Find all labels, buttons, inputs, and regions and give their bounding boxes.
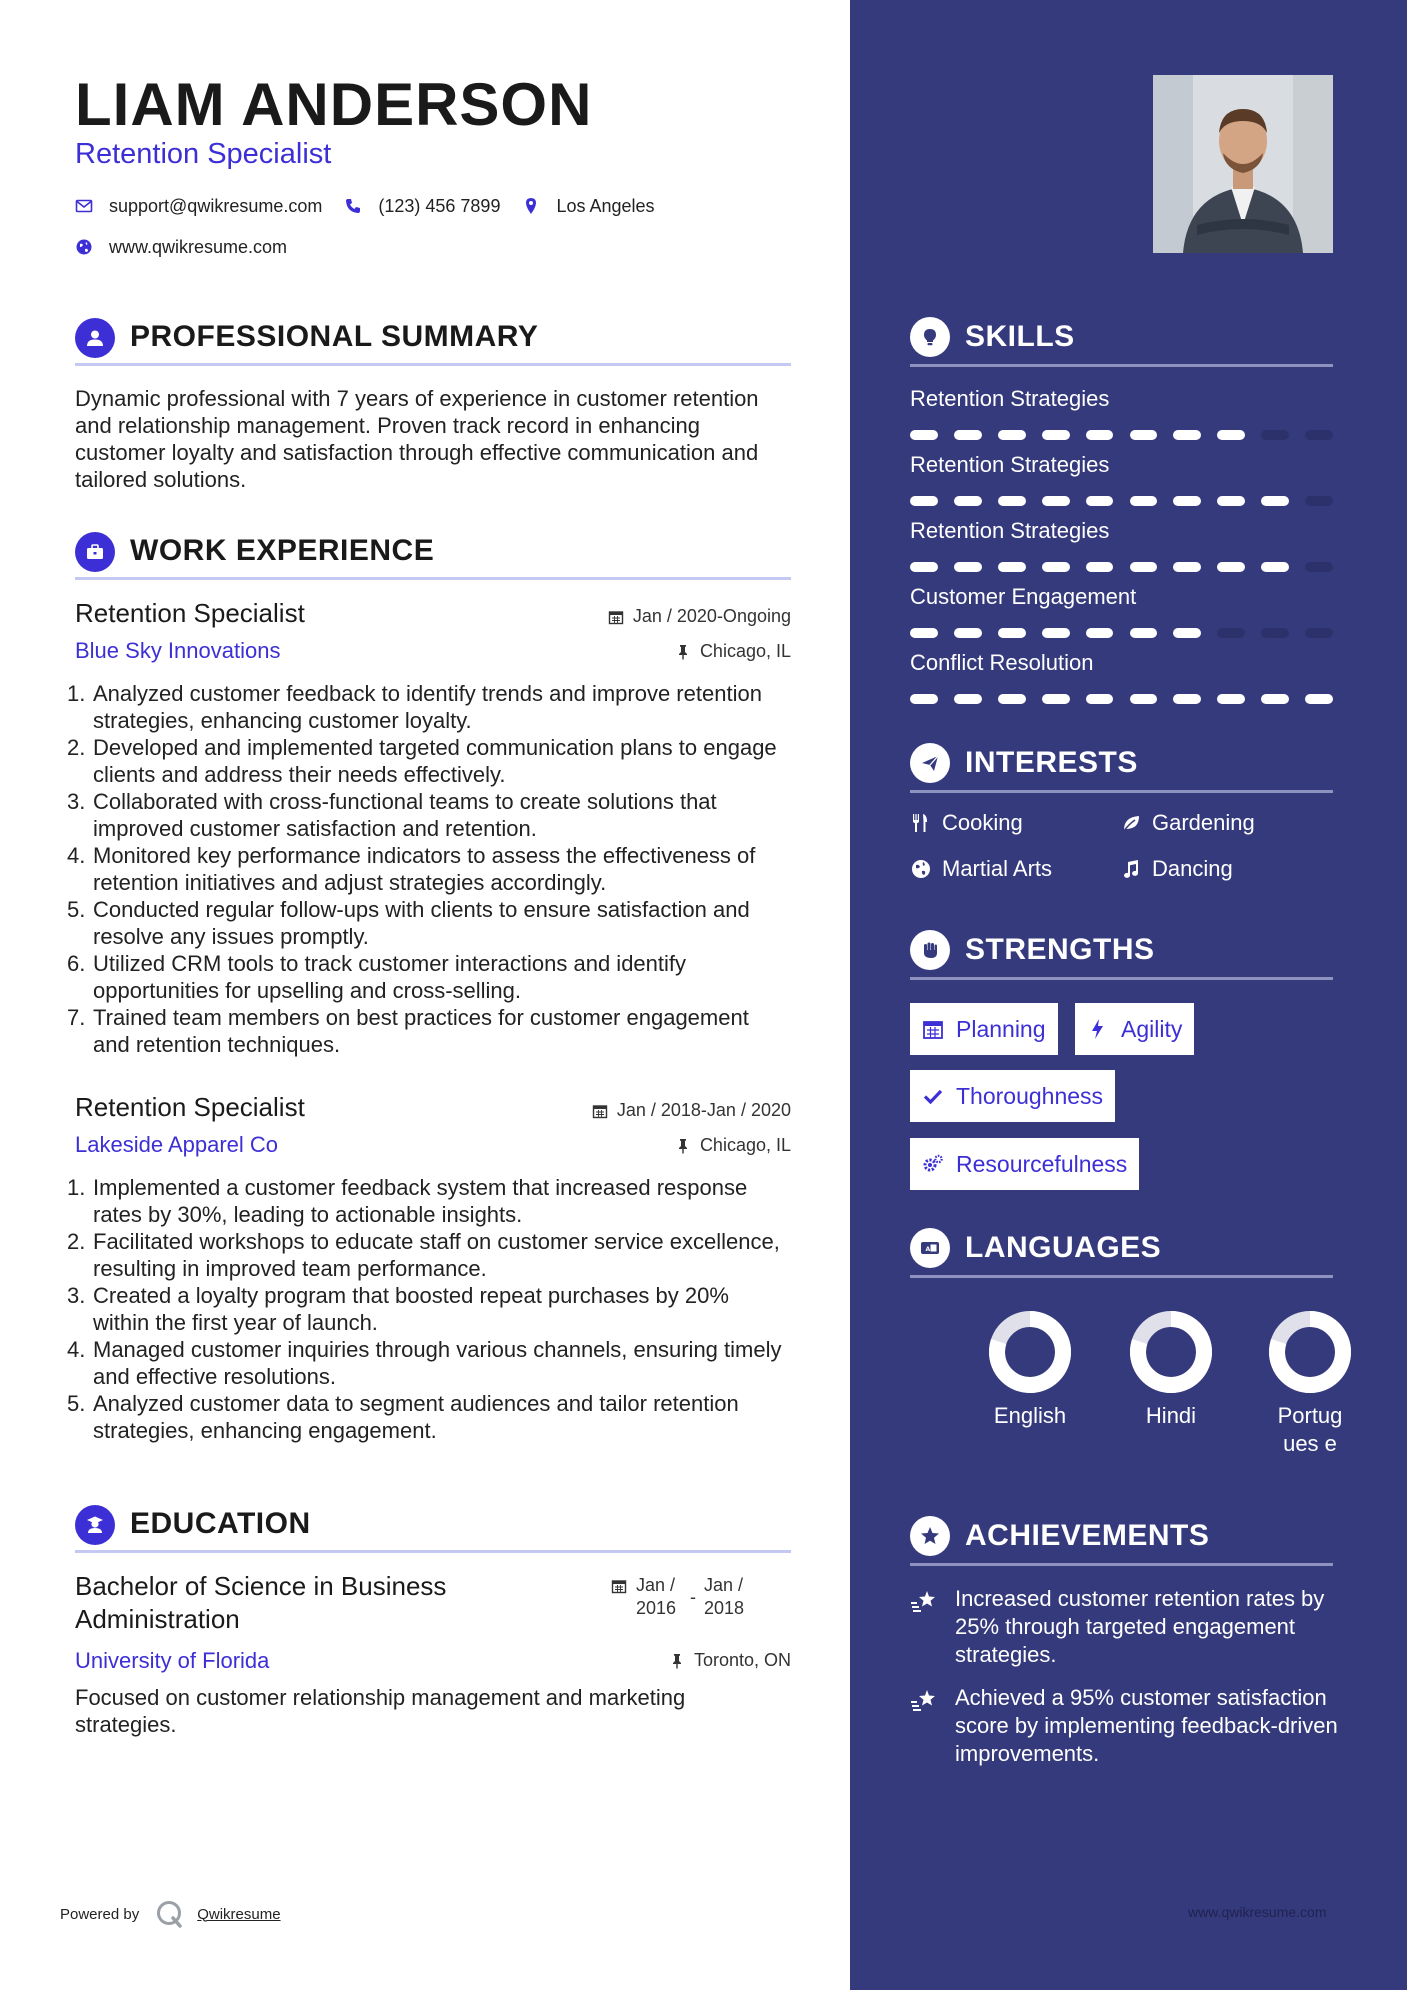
contact-phone-text: (123) 456 7899 bbox=[378, 195, 501, 216]
interest-martial-arts bbox=[910, 856, 1052, 882]
job-role: Retention Specialist bbox=[75, 598, 305, 628]
contact-info bbox=[75, 192, 815, 274]
skill-name: Retention Strategies bbox=[910, 386, 1110, 411]
skill-item bbox=[910, 518, 1333, 572]
skill-level-bar bbox=[910, 628, 1333, 638]
list-item: 4. Monitored key performance indicators to assess the effectiveness of retention initiatives and adjust strategies accordingly. bbox=[67, 843, 756, 895]
skill-item bbox=[910, 386, 1333, 440]
briefcase-icon bbox=[75, 532, 115, 572]
job-role: Retention Specialist bbox=[75, 1092, 305, 1122]
language-name: English bbox=[993, 1403, 1067, 1428]
skill-item bbox=[910, 650, 1333, 704]
list-item: 5. Analyzed customer data to segment audiences and tailor retention strategies, enhancing engagement. bbox=[67, 1391, 739, 1443]
language-level-ring bbox=[1268, 1310, 1352, 1394]
utensils-icon bbox=[910, 812, 932, 834]
job-entry bbox=[67, 1092, 791, 1444]
edu-school: University of Florida bbox=[75, 1648, 270, 1673]
contact-email[interactable] bbox=[75, 196, 322, 217]
skill-segment-filled bbox=[1217, 694, 1245, 704]
skill-level-bar bbox=[910, 430, 1333, 440]
skill-segment-filled bbox=[1042, 562, 1070, 572]
graduate-icon bbox=[75, 1505, 115, 1545]
summary-section-header bbox=[75, 310, 791, 366]
calendar-icon bbox=[922, 1018, 944, 1040]
gears-icon bbox=[922, 1153, 944, 1175]
skill-segment-filled bbox=[1217, 562, 1245, 572]
experience-section-header bbox=[75, 524, 791, 580]
skill-segment-filled bbox=[910, 562, 938, 572]
edu-end: Jan / 2018 bbox=[704, 1575, 745, 1618]
candidate-title: Retention Specialist bbox=[75, 138, 332, 170]
sidebar bbox=[850, 0, 1407, 1990]
skill-segment-empty bbox=[1305, 628, 1333, 638]
job-company: Lakeside Apparel Co bbox=[75, 1132, 279, 1157]
contact-location-text: Los Angeles bbox=[556, 195, 655, 216]
skill-segment-filled bbox=[1086, 496, 1114, 506]
check-icon bbox=[922, 1085, 944, 1107]
education-heading: EDUCATION bbox=[130, 1507, 311, 1540]
language-item bbox=[970, 1310, 1090, 1430]
skill-segment-empty bbox=[1261, 628, 1289, 638]
languages-heading: LANGUAGES bbox=[965, 1231, 1162, 1264]
skill-segment-filled bbox=[910, 694, 938, 704]
edu-dates bbox=[611, 1574, 776, 1620]
list-item: 7. Trained team members on best practices for customer engagement and retention techniques. bbox=[67, 1005, 749, 1057]
skill-segment-empty bbox=[1305, 562, 1333, 572]
leaf-icon bbox=[1120, 812, 1142, 834]
pushpin-icon bbox=[669, 1653, 685, 1669]
strength-badge bbox=[1075, 1003, 1194, 1055]
skill-segment-filled bbox=[1261, 694, 1289, 704]
interest-label: Dancing bbox=[1152, 856, 1233, 881]
star-hand-icon bbox=[910, 1589, 940, 1613]
skill-segment-filled bbox=[1086, 694, 1114, 704]
envelope-icon bbox=[75, 197, 93, 215]
skill-segment-filled bbox=[1130, 628, 1158, 638]
skill-segment-filled bbox=[1173, 628, 1201, 638]
achievement-item bbox=[910, 1585, 1340, 1669]
list-item: 5. Conducted regular follow-ups with clients to ensure satisfaction and resolve any issues promptly. bbox=[67, 897, 750, 949]
job-dates bbox=[608, 606, 791, 627]
skill-segment-filled bbox=[1261, 562, 1289, 572]
job-dates-text: Jan / 2020-Ongoing bbox=[632, 606, 791, 626]
edu-dash: - bbox=[690, 1587, 696, 1607]
skill-segment-filled bbox=[1130, 430, 1158, 440]
qwikresume-link[interactable]: Qwikresume bbox=[197, 1905, 281, 1923]
skill-segment-filled bbox=[998, 562, 1026, 572]
skill-segment-filled bbox=[1217, 430, 1245, 440]
skill-segment-filled bbox=[998, 628, 1026, 638]
skill-segment-filled bbox=[998, 430, 1026, 440]
skill-segment-filled bbox=[998, 496, 1026, 506]
skill-segment-filled bbox=[998, 694, 1026, 704]
skill-level-bar bbox=[910, 562, 1333, 572]
svg-text:A: A bbox=[925, 1246, 931, 1253]
skill-segment-filled bbox=[910, 628, 938, 638]
job-company: Blue Sky Innovations bbox=[75, 638, 281, 663]
fist-icon bbox=[910, 930, 950, 970]
skill-item bbox=[910, 584, 1333, 638]
user-icon bbox=[75, 318, 115, 358]
list-item: 2. Facilitated workshops to educate staff on customer service excellence, resulting in improved team performance. bbox=[67, 1229, 780, 1281]
globe-icon bbox=[75, 238, 93, 256]
skill-name: Customer Engagement bbox=[910, 584, 1137, 609]
language-item bbox=[1111, 1310, 1231, 1430]
star-hand-icon bbox=[910, 1688, 940, 1712]
pushpin-icon bbox=[675, 644, 691, 660]
bolt-icon bbox=[1087, 1018, 1109, 1040]
skills-section-header bbox=[910, 309, 1333, 367]
strength-badge bbox=[910, 1138, 1139, 1190]
skill-segment-filled bbox=[1130, 496, 1158, 506]
contact-website-text: www.qwikresume.com bbox=[109, 236, 288, 257]
job-dates-text: Jan / 2018-Jan / 2020 bbox=[616, 1100, 791, 1120]
paper-plane-icon bbox=[910, 743, 950, 783]
contact-website[interactable] bbox=[75, 237, 287, 258]
skill-segment-filled bbox=[954, 628, 982, 638]
interest-label: Gardening bbox=[1152, 810, 1255, 835]
profile-photo bbox=[1153, 75, 1333, 253]
skill-segment-filled bbox=[910, 496, 938, 506]
strengths-section-header bbox=[910, 922, 1333, 980]
experience-heading: WORK EXPERIENCE bbox=[130, 534, 435, 567]
strengths-heading: STRENGTHS bbox=[965, 933, 1155, 966]
language-item bbox=[1252, 1310, 1368, 1458]
language-icon bbox=[910, 1228, 950, 1268]
interest-gardening bbox=[1120, 810, 1255, 836]
summary-text: Dynamic professional with 7 years of experience in customer retention and relationship management. Proven track record in enhancing customer loyalty and satisfaction through effective communication and tailored solutions. bbox=[75, 386, 759, 492]
edu-degree: Bachelor of Science in Business Administration bbox=[75, 1571, 447, 1634]
star-badge-icon bbox=[910, 1516, 950, 1556]
job-entry bbox=[67, 598, 791, 1058]
skill-segment-empty bbox=[1305, 496, 1333, 506]
edu-start: Jan / 2016 bbox=[636, 1575, 677, 1618]
languages-section-header bbox=[910, 1220, 1333, 1278]
music-icon bbox=[1120, 858, 1142, 880]
list-item: 1. Implemented a customer feedback system that increased response rates by 30%, leading to actionable insights. bbox=[67, 1175, 748, 1227]
strength-badge bbox=[910, 1070, 1115, 1122]
interest-label: Cooking bbox=[942, 810, 1023, 835]
skill-segment-empty bbox=[1305, 430, 1333, 440]
job-dates bbox=[592, 1100, 791, 1121]
skill-segment-filled bbox=[910, 430, 938, 440]
pushpin-icon bbox=[675, 1138, 691, 1154]
language-name: Portugues e bbox=[1277, 1403, 1343, 1456]
strength-badge bbox=[910, 1003, 1058, 1055]
interest-dancing bbox=[1120, 856, 1233, 882]
skill-segment-filled bbox=[954, 496, 982, 506]
job-location-text: Chicago, IL bbox=[699, 1135, 791, 1155]
strength-label: Agility bbox=[1121, 1015, 1183, 1042]
strength-label: Planning bbox=[956, 1015, 1046, 1042]
skill-segment-filled bbox=[1042, 628, 1070, 638]
language-name: Hindi bbox=[1145, 1403, 1197, 1428]
skill-segment-filled bbox=[954, 430, 982, 440]
job-bullets bbox=[67, 1174, 791, 1444]
skill-segment-filled bbox=[954, 562, 982, 572]
list-item: 3. Collaborated with cross-functional teams to create solutions that improved customer satisfaction and retention. bbox=[67, 789, 717, 841]
skill-segment-filled bbox=[1130, 694, 1158, 704]
calendar-icon bbox=[611, 1578, 627, 1594]
skill-segment-filled bbox=[1305, 694, 1333, 704]
skill-segment-empty bbox=[1261, 430, 1289, 440]
strength-label: Resourcefulness bbox=[956, 1150, 1128, 1177]
candidate-name: LIAM ANDERSON bbox=[75, 71, 593, 138]
skill-segment-filled bbox=[954, 694, 982, 704]
job-bullets bbox=[67, 680, 791, 1058]
job-location-text: Chicago, IL bbox=[699, 641, 791, 661]
skill-segment-filled bbox=[1173, 694, 1201, 704]
lightbulb-icon bbox=[910, 317, 950, 357]
skill-name: Conflict Resolution bbox=[910, 650, 1094, 675]
skill-segment-filled bbox=[1042, 430, 1070, 440]
achievement-item bbox=[910, 1684, 1340, 1768]
list-item: 6. Utilized CRM tools to track customer interactions and identify opportunities for upselling and cross-selling. bbox=[67, 951, 687, 1003]
skill-level-bar bbox=[910, 694, 1333, 704]
powered-by bbox=[60, 1899, 281, 1929]
interests-section-header bbox=[910, 735, 1333, 793]
contact-email-text: support@qwikresume.com bbox=[109, 195, 323, 216]
edu-location-text: Toronto, ON bbox=[693, 1650, 791, 1670]
job-location bbox=[675, 1135, 791, 1156]
skill-name: Retention Strategies bbox=[910, 452, 1110, 477]
phone-icon bbox=[344, 197, 362, 215]
globe-icon bbox=[910, 858, 932, 880]
education-section-header bbox=[75, 1497, 791, 1553]
language-level-ring bbox=[988, 1310, 1072, 1394]
contact-location bbox=[522, 196, 654, 217]
interest-cooking bbox=[910, 810, 1023, 836]
skill-segment-filled bbox=[1042, 694, 1070, 704]
achievement-text: Increased customer retention rates by 25% through targeted engagement strategies. bbox=[955, 1586, 1325, 1667]
skill-segment-filled bbox=[1173, 430, 1201, 440]
skill-segment-filled bbox=[1130, 562, 1158, 572]
interests-heading: INTERESTS bbox=[965, 746, 1138, 779]
achievement-text: Achieved a 95% customer satisfaction score by implementing feedback-driven improvements. bbox=[955, 1685, 1338, 1766]
contact-phone[interactable] bbox=[344, 196, 500, 217]
skill-item bbox=[910, 452, 1333, 506]
skills-heading: SKILLS bbox=[965, 320, 1075, 353]
achievements-heading: ACHIEVEMENTS bbox=[965, 1519, 1210, 1552]
language-level-ring bbox=[1129, 1310, 1213, 1394]
qwikresume-logo-icon bbox=[155, 1899, 185, 1929]
list-item: 3. Created a loyalty program that boosted repeat purchases by 20% within the first year of launch. bbox=[67, 1283, 729, 1335]
skill-segment-filled bbox=[1261, 496, 1289, 506]
calendar-icon bbox=[592, 1103, 608, 1119]
skill-name: Retention Strategies bbox=[910, 518, 1110, 543]
map-pin-icon bbox=[522, 197, 540, 215]
edu-location bbox=[669, 1650, 791, 1671]
skill-segment-filled bbox=[1173, 496, 1201, 506]
skill-segment-filled bbox=[1086, 562, 1114, 572]
skill-segment-filled bbox=[1086, 628, 1114, 638]
skill-level-bar bbox=[910, 496, 1333, 506]
skill-segment-filled bbox=[1173, 562, 1201, 572]
powered-by-label: Powered by bbox=[60, 1905, 140, 1923]
skill-segment-filled bbox=[1217, 496, 1245, 506]
achievements-section-header bbox=[910, 1508, 1333, 1566]
calendar-icon bbox=[608, 609, 624, 625]
interest-label: Martial Arts bbox=[942, 856, 1053, 881]
skill-segment-filled bbox=[1086, 430, 1114, 440]
job-location bbox=[675, 641, 791, 662]
summary-heading: PROFESSIONAL SUMMARY bbox=[130, 320, 539, 353]
skill-segment-filled bbox=[1042, 496, 1070, 506]
list-item: 4. Managed customer inquiries through various channels, ensuring timely and effective resolutions. bbox=[67, 1337, 782, 1389]
footer-website[interactable]: www.qwikresume.com bbox=[1188, 1904, 1327, 1920]
list-item: 1. Analyzed customer feedback to identify trends and improve retention strategies, enhancing customer loyalty. bbox=[67, 681, 762, 733]
edu-description: Focused on customer relationship management and marketing strategies. bbox=[75, 1685, 686, 1737]
skill-segment-empty bbox=[1217, 628, 1245, 638]
strength-label: Thoroughness bbox=[956, 1082, 1104, 1109]
list-item: 2. Developed and implemented targeted communication plans to engage clients and address their needs effectively. bbox=[67, 735, 777, 787]
